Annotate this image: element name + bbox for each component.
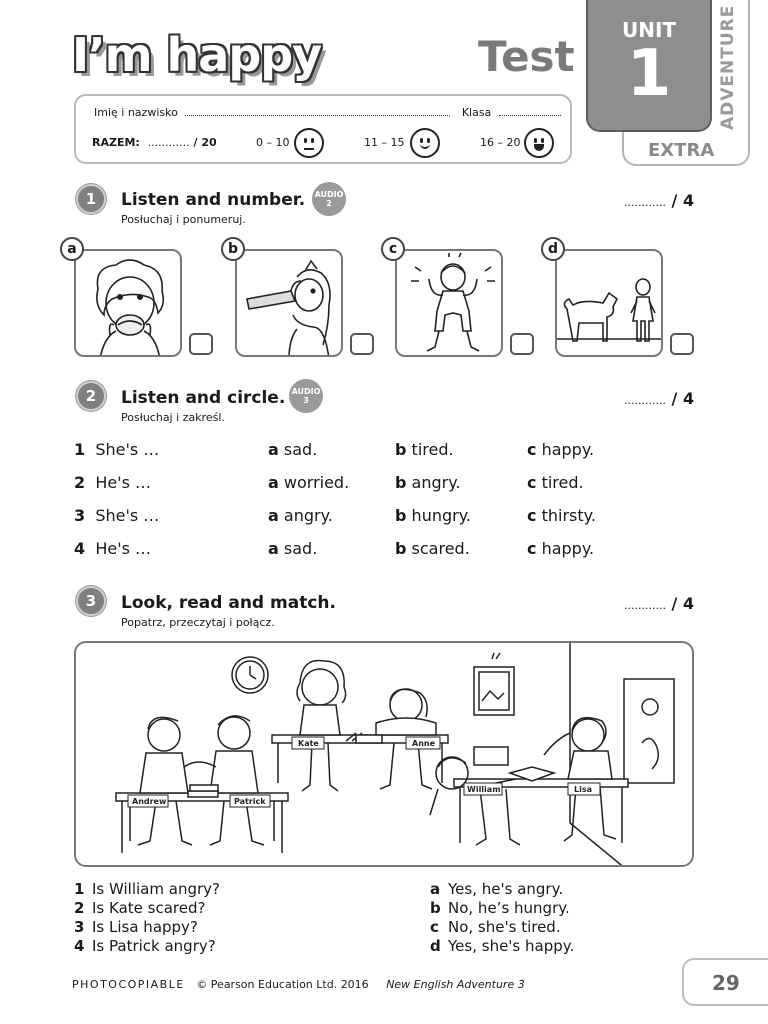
match-question[interactable]: 3 Is Lisa happy? bbox=[74, 918, 198, 936]
answer-box-b[interactable] bbox=[350, 333, 374, 355]
unit-number: 1 bbox=[626, 37, 672, 111]
option-c[interactable]: c happy. bbox=[527, 440, 595, 459]
class-label: Klasa bbox=[461, 106, 492, 119]
picture-letter-d: d bbox=[541, 237, 565, 261]
section-2-subtitle: Posłuchaj i zakreśl. bbox=[121, 411, 225, 424]
name-label: Imię i nazwisko bbox=[94, 106, 178, 119]
name-tag-kate: Kate bbox=[298, 739, 319, 748]
section-1-number: 1 bbox=[76, 184, 106, 214]
section-3-title: Look, read and match. bbox=[121, 593, 336, 613]
section-1-score: ............ / 4 bbox=[624, 191, 695, 210]
question-row: 4 He's … bbox=[74, 539, 152, 558]
section-3-subtitle: Popatrz, przeczytaj i połącz. bbox=[121, 616, 275, 629]
picture-letter-b: b bbox=[221, 237, 245, 261]
match-question[interactable]: 4 Is Patrick angry? bbox=[74, 937, 216, 955]
smile-face-icon bbox=[410, 128, 440, 158]
unit-tab bbox=[586, 0, 712, 132]
option-b[interactable]: b hungry. bbox=[395, 506, 471, 525]
test-label: Test bbox=[478, 32, 575, 81]
cold-girl-icon bbox=[397, 251, 503, 357]
page-title: I’m happy bbox=[72, 28, 322, 82]
girl-drinking-icon bbox=[237, 251, 343, 357]
picture-letter-a: a bbox=[60, 237, 84, 261]
section-3-number: 3 bbox=[76, 586, 106, 616]
section-2-title: Listen and circle. bbox=[121, 388, 286, 408]
neutral-face-icon bbox=[294, 128, 324, 158]
adventure-label: ADVENTURE bbox=[718, 4, 738, 130]
total-row bbox=[92, 130, 562, 160]
section-3-score-field[interactable]: ............ bbox=[624, 599, 666, 612]
section-2-score: ............ / 4 bbox=[624, 389, 695, 408]
match-answer[interactable]: a Yes, he's angry. bbox=[430, 880, 564, 898]
name-tag-anne: Anne bbox=[412, 739, 436, 748]
option-a[interactable]: a sad. bbox=[268, 440, 318, 459]
match-answer[interactable]: c No, she's tired. bbox=[430, 918, 561, 936]
option-a[interactable]: a worried. bbox=[268, 473, 350, 492]
name-tag-patrick: Patrick bbox=[234, 797, 266, 806]
class-field[interactable] bbox=[499, 106, 561, 116]
girl-and-dog-icon bbox=[557, 251, 663, 357]
name-tag-andrew: Andrew bbox=[132, 797, 167, 806]
match-questions bbox=[74, 880, 220, 956]
section-1-title: Listen and number. bbox=[121, 190, 306, 210]
total-field[interactable]: ............ bbox=[147, 136, 190, 149]
student-info-box bbox=[74, 94, 572, 164]
match-question[interactable]: 1 Is William angry? bbox=[74, 880, 220, 898]
extra-label: EXTRA bbox=[648, 140, 715, 161]
option-c[interactable]: c thirsty. bbox=[527, 506, 596, 525]
page-number: 29 bbox=[682, 958, 768, 1006]
option-b[interactable]: b scared. bbox=[395, 539, 470, 558]
question-row: 3 She's … bbox=[74, 506, 160, 525]
picture-a bbox=[74, 249, 182, 357]
question-row: 2 He's … bbox=[74, 473, 152, 492]
option-a[interactable]: a angry. bbox=[268, 506, 333, 525]
audio-3-badge[interactable]: AUDIO 3 bbox=[289, 379, 323, 413]
match-answers bbox=[430, 880, 574, 956]
total-label: RAZEM: ............ / 20 bbox=[92, 136, 217, 149]
match-answer[interactable]: b No, he’s hungry. bbox=[430, 899, 570, 917]
match-answer[interactable]: d Yes, she's happy. bbox=[430, 937, 575, 955]
copyright: © Pearson Education Ltd. 2016 bbox=[196, 978, 369, 991]
answer-box-c[interactable] bbox=[510, 333, 534, 355]
classroom-illustration bbox=[74, 641, 694, 867]
option-c[interactable]: c happy. bbox=[527, 539, 595, 558]
photocopiable-label: PHOTOCOPIABLE bbox=[72, 978, 185, 991]
name-row bbox=[94, 106, 564, 119]
picture-c bbox=[395, 249, 503, 357]
section-2-score-field[interactable]: ............ bbox=[624, 394, 666, 407]
answer-box-d[interactable] bbox=[670, 333, 694, 355]
name-field[interactable] bbox=[185, 106, 450, 116]
audio-2-badge[interactable]: AUDIO 2 bbox=[312, 182, 346, 216]
option-c[interactable]: c tired. bbox=[527, 473, 584, 492]
option-b[interactable]: b angry. bbox=[395, 473, 461, 492]
name-tag-william: William bbox=[467, 785, 501, 794]
option-b[interactable]: b tired. bbox=[395, 440, 454, 459]
picture-b bbox=[235, 249, 343, 357]
answer-box-a[interactable] bbox=[189, 333, 213, 355]
unit-word: UNIT bbox=[621, 18, 677, 42]
range-low: 0 – 10 bbox=[256, 136, 290, 149]
question-row: 1 She's … bbox=[74, 440, 160, 459]
book-title: New English Adventure 3 bbox=[386, 978, 525, 991]
section-1-subtitle: Posłuchaj i ponumeruj. bbox=[121, 213, 246, 226]
option-a[interactable]: a sad. bbox=[268, 539, 318, 558]
grin-face-icon bbox=[524, 128, 554, 158]
section-3-score: ............ / 4 bbox=[624, 594, 695, 613]
girl-eating-icon bbox=[76, 251, 182, 357]
picture-letter-c: c bbox=[381, 237, 405, 261]
name-tag-lisa: Lisa bbox=[574, 785, 592, 794]
picture-d bbox=[555, 249, 663, 357]
section-2-number: 2 bbox=[76, 381, 106, 411]
section-1-score-field[interactable]: ............ bbox=[624, 196, 666, 209]
range-high: 16 – 20 bbox=[480, 136, 521, 149]
match-question[interactable]: 2 Is Kate scared? bbox=[74, 899, 206, 917]
classroom-icon bbox=[76, 643, 694, 867]
footer bbox=[72, 978, 525, 991]
range-mid: 11 – 15 bbox=[364, 136, 405, 149]
